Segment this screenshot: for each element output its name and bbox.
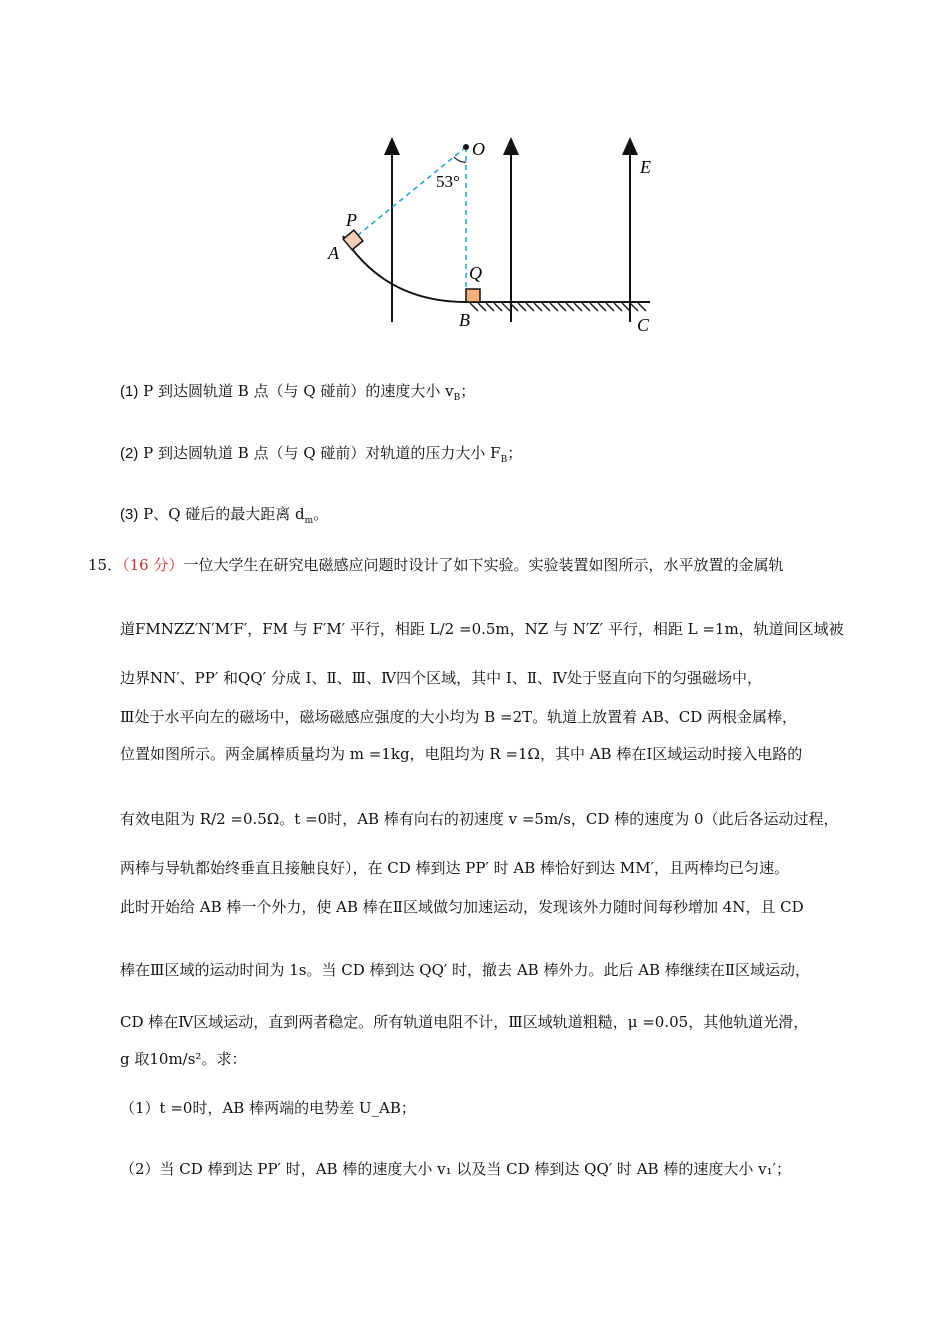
q14-sub-1-text: P 到达圆轨道 B 点（与 Q 碰前）的速度大小 v xyxy=(143,382,454,400)
q14-sub-2-num: (2) xyxy=(120,445,139,462)
pivot-o xyxy=(463,144,469,150)
arc-track xyxy=(343,236,466,302)
q14-sub-1-end: ； xyxy=(460,382,476,400)
q14-sub-2-text: P 到达圆轨道 B 点（与 Q 碰前）对轨道的压力大小 F xyxy=(143,444,501,462)
angle-arc xyxy=(454,157,466,162)
q14-sub-1 xyxy=(120,380,475,401)
radius-op xyxy=(352,147,466,240)
q15-line-10: g 取10m/s²。求： xyxy=(120,1050,247,1068)
q14-sub-3-num: (3) xyxy=(120,506,139,523)
label-c: C xyxy=(637,315,650,335)
q15-line-9: CD 棒在Ⅳ区域运动，直到两者稳定。所有轨道电阻不计，Ⅲ区域轨道粗糙，μ =0.05，其他轨道光滑， xyxy=(120,1013,809,1031)
label-a: A xyxy=(328,243,339,263)
label-angle: 53° xyxy=(436,172,460,191)
q15-sub-2: （2）当 CD 棒到达 PP′ 时，AB 棒的速度大小 v₁ 以及当 CD 棒到达 QQ′ 时 AB 棒的速度大小 v₁′； xyxy=(120,1160,791,1178)
label-e: E xyxy=(640,157,651,177)
q15-line-0: 一位大学生在研究电磁感应问题时设计了如下实验。实验装置如图所示，水平放置的金属轨 xyxy=(183,556,784,574)
q15-line-3: Ⅲ处于水平向左的磁场中，磁场磁感应强度的大小均为 B =2T。轨道上放置着 AB、CD 两根金属棒， xyxy=(120,708,798,726)
q14-sub-3 xyxy=(120,503,328,524)
physics-figure xyxy=(0,0,950,350)
q14-sub-3-text: P、Q 碰后的最大距离 d xyxy=(143,505,305,523)
q15-line-7: 此时开始给 AB 棒一个外力，使 AB 棒在Ⅱ区域做匀加速运动，发现该外力随时间每秒增加 4N，且 CD xyxy=(120,898,804,916)
q15-sub-1: （1）t =0时，AB 棒两端的电势差 U_AB； xyxy=(120,1099,416,1117)
q14-sub-2 xyxy=(120,442,522,463)
q14-sub-2-sub: B xyxy=(500,455,508,465)
q15-line-5: 有效电阻为 R/2 =0.5Ω。t =0时，AB 棒有向右的初速度 v =5m/s，CD 棒的速度为 0（此后各运动过程， xyxy=(120,810,839,828)
q15-line-1: 道FMNZZ′N′M′F′，FM 与 F′M′ 平行，相距 L/2 =0.5m，NZ 与 N′Z′ 平行，相距 L =1m，轨道间区域被 xyxy=(120,620,844,638)
q15-line-2: 边界NN′、PP′ 和QQ′ 分成 Ⅰ、Ⅱ、Ⅲ、Ⅳ四个区域，其中 Ⅰ、Ⅱ、Ⅳ处于竖直向下的匀强磁场中， xyxy=(120,669,763,687)
track-hatching xyxy=(470,303,646,311)
q14-sub-3-end: 。 xyxy=(313,505,329,523)
q14-sub-3-sub: m xyxy=(304,516,314,526)
q15-line-8: 棒在Ⅲ区域的运动时间为 1s。当 CD 棒到达 QQ′ 时，撤去 AB 棒外力。此后 AB 棒继续在Ⅱ区域运动， xyxy=(120,961,811,979)
label-b: B xyxy=(459,310,470,330)
q14-sub-1-num: (1) xyxy=(120,383,139,400)
block-q xyxy=(466,289,480,302)
q14-sub-2-end: ； xyxy=(507,444,523,462)
label-p: P xyxy=(346,210,357,230)
q15-number: 15． xyxy=(88,556,123,574)
q15-score: （16 分） xyxy=(122,556,184,574)
label-o: O xyxy=(472,139,485,159)
q15-line-4: 位置如图所示。两金属棒质量均为 m =1kg，电阻均为 R =1Ω，其中 AB 棒在Ⅰ区域运动时接入电路的 xyxy=(120,745,803,763)
q15-line-6: 两棒与导轨都始终垂直且接触良好），在 CD 棒到达 PP′ 时 AB 棒恰好到达 MM′，且两棒均已匀速。 xyxy=(120,859,789,877)
label-q: Q xyxy=(469,263,482,283)
q14-sub-1-sub: B xyxy=(453,393,461,403)
q15-first-line xyxy=(88,554,783,575)
